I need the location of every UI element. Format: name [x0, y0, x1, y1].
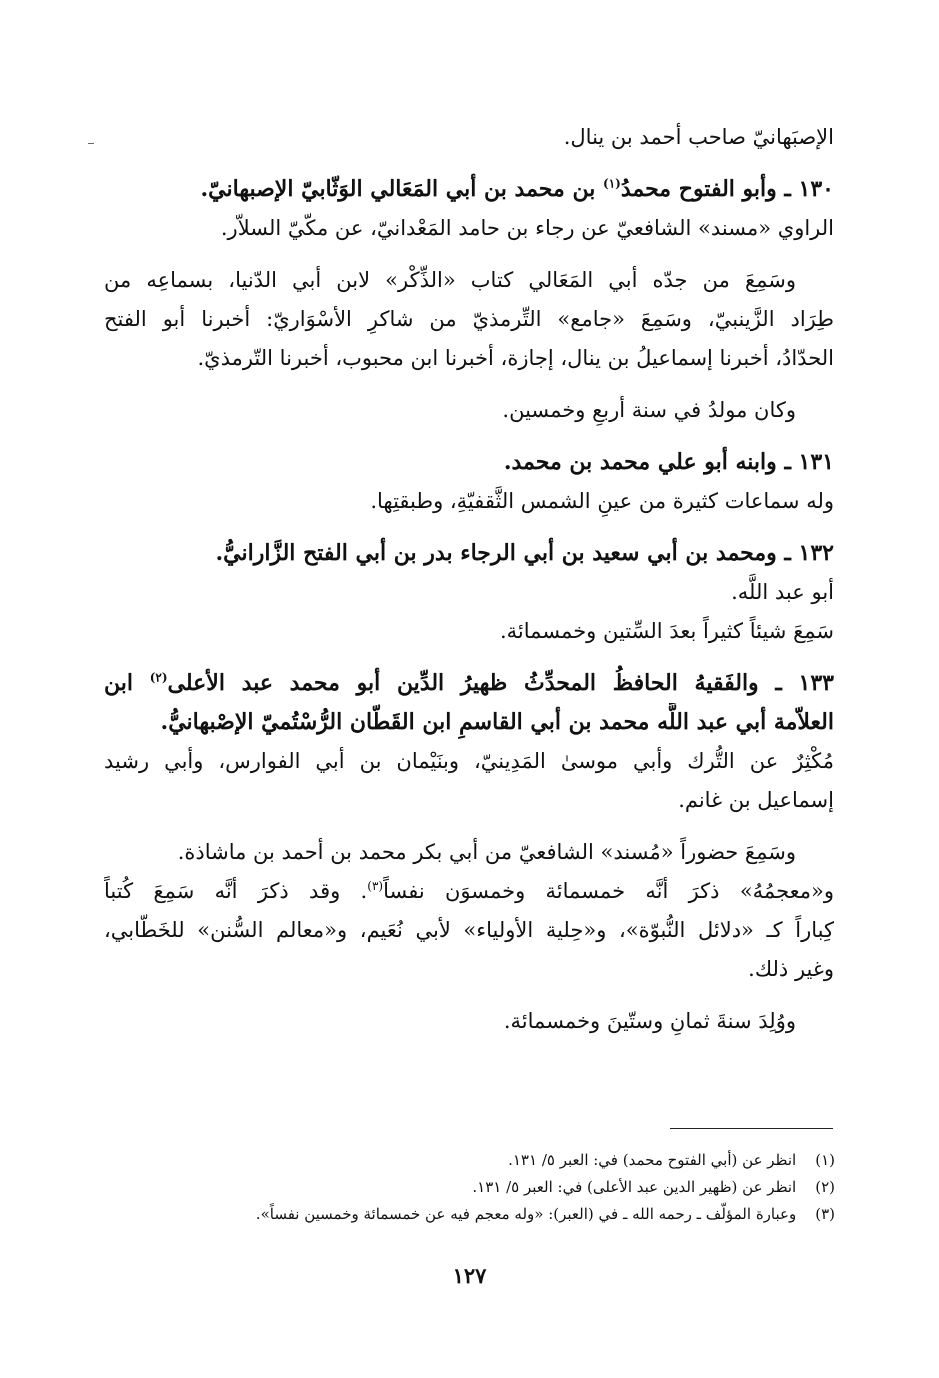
entry-130-lineage: بن محمد بن أبي المَعَالي الوَثّابيّ الإصبهانيّ.: [200, 176, 596, 202]
entry-132-heading: ١٣٢ ـ ومحمد بن أبي سعيد بن أبي الرجاء بدر بن أبي الفتح الزَّارانيُّ.: [215, 540, 834, 566]
text-line: وكان مولدُ في سنة أربعِ وخمسين.: [502, 398, 796, 422]
footnote-text: وعبارة المؤلّف ـ رحمه الله ـ في (العبر): «وله معجم فيه عن خمسمائة وخمسين نفساً».: [255, 1205, 797, 1223]
footnote-1: [105, 1147, 835, 1174]
text-line: وله سماعات كثيرة من عينِ الشمس الثَّقفيّةِ، وطبقتِها.: [370, 489, 834, 513]
footnote-separator: [670, 1128, 833, 1129]
footnote-number: (٢): [815, 1178, 835, 1196]
entry-130-name: ١٣٠ ـ وأبو الفتوح محمدُ: [620, 176, 834, 202]
text-line: إسماعيل بن غانم.: [678, 788, 834, 812]
text-line: مُكْثِرٌ عن التُّرك وأبي موسىٰ المَدِينيّ، وبنَيْمان بن أبي الفوارس، وأبي رشيد: [104, 749, 834, 773]
text-line: كِباراً كـ «دلائل النُّبوّة»، و«حِلية الأولياء» لأبي نُعَيم، و«معالم السُّنن» للخَطّابي،: [104, 918, 834, 942]
text-line: وسَمِعَ من جدّه أبي المَعَالي كتاب «الذِّكْر» لابن أبي الدّنيا، بسماعِه من: [104, 268, 796, 292]
text-line: سَمِعَ شيئاً كثيراً بعدَ السِّتين وخمسمائة.: [500, 619, 834, 643]
text-segment: . وقد ذكرَ أنَّه سَمِعَ كُتباً: [104, 879, 368, 903]
entry-131-heading: ١٣١ ـ وابنه أبو علي محمد بن محمد.: [503, 449, 834, 475]
text-line: الحدّادُ، أخبرنا إسماعيلُ بن ينال، إجازة، أخبرنا ابن محبوب، أخبرنا التّرمذيّ.: [197, 346, 834, 370]
text-line: الراوي «مسند» الشافعيّ عن رجاء بن حامد المَعْدانيّ، عن مكّيّ السلاّر.: [220, 216, 834, 240]
page-number: ١٢٧: [452, 1263, 487, 1288]
footnote-ref-1: (١): [603, 176, 621, 191]
text-line: وسَمِعَ حضوراً «مُسند» الشافعيّ من أبي بكر محمد بن أحمد بن ماشاذة.: [177, 840, 796, 864]
text-line: [104, 872, 834, 911]
text-line: ووُلِدَ سنةَ ثمانِ وستّينَ وخمسمائة.: [503, 1009, 796, 1033]
footnotes: [105, 1147, 835, 1228]
main-text: [104, 118, 834, 1041]
text-segment: و«معجمُهُ» ذكرَ أنَّه خمسمائة وخمسوَن نفساً: [383, 879, 834, 903]
entry-133-ibn: ابن: [104, 670, 133, 696]
footnote-number: (٣): [815, 1205, 835, 1223]
entry-133-heading: [104, 664, 834, 703]
entry-130-heading: [104, 170, 834, 209]
footnote-3: [105, 1201, 835, 1228]
scan-mark: [88, 143, 94, 144]
footnote-number: (١): [815, 1151, 835, 1169]
entry-133-name: ١٣٣ ـ والفَقيهُ الحافظُ المحدِّثُ ظهيرُ الدِّين أبو محمد عبد الأعلى: [167, 670, 834, 696]
footnote-ref-2: (٢): [149, 670, 168, 685]
text-line: أبو عبد اللَّه.: [731, 580, 834, 604]
text-line: وغير ذلك.: [748, 957, 834, 981]
entry-133-lineage: العلاّمة أبي عبد اللَّه محمد بن أبي القاسمِ ابن القَطّان الرُّسْتُميّ الإصْبهانيُّ.: [160, 709, 834, 735]
footnote-ref-3: (٣): [367, 879, 384, 893]
text-line: الإصبَهانيّ صاحب أحمد بن ينال.: [563, 125, 834, 149]
footnote-2: [105, 1174, 835, 1201]
footnote-text: انظر عن (ظهير الدين عبد الأعلى) في: العبر ٥/ ١٣١.: [472, 1178, 797, 1196]
text-line: طِرَاد الزَّينبيّ، وسَمِعَ «جامع» التِّرمذيّ من شاكرِ الأسْوَاريّ: أخبرنا أبو الفتح: [104, 307, 834, 331]
footnote-text: انظر عن (أبي الفتوح محمد) في: العبر ٥/ ١٣١.: [508, 1151, 797, 1169]
